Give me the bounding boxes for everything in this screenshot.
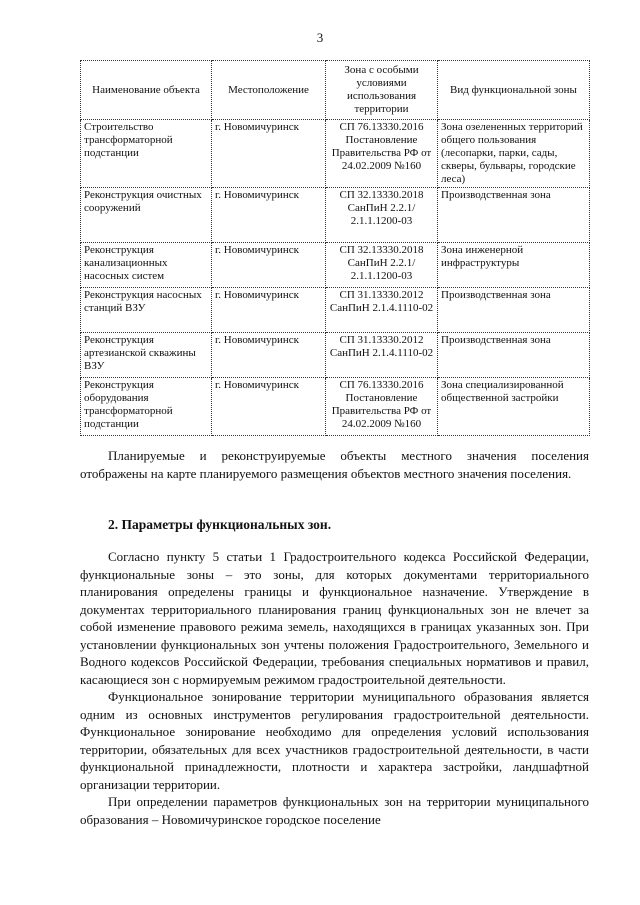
cell-object: Реконструкция канализационных насосных систем bbox=[81, 243, 212, 288]
table-row bbox=[81, 188, 590, 243]
cell-functional-zone: Производственная зона bbox=[438, 188, 590, 243]
paragraph: Функциональное зонирование территории муниципального образования является одним из основных инструментов регулирования градостроительной деятельности. Функциональное зонирование необходимо для определения условий использования территории, обязательных для всех участников градостроительной деятельности, в части функциональной принадлежности, плотности и характера застройки, ландшафтной организации территории. bbox=[80, 689, 589, 792]
cell-location: г. Новомичуринск bbox=[212, 288, 326, 333]
cell-functional-zone: Зона инженерной инфраструктуры bbox=[438, 243, 590, 288]
cell-location: г. Новомичуринск bbox=[212, 120, 326, 188]
cell-functional-zone: Производственная зона bbox=[438, 288, 590, 333]
objects-map-note: Планируемые и реконструируемые объекты местного значения поселения отображены на карте планируемого размещения объектов местного значения поселения. bbox=[80, 448, 589, 481]
cell-special-zone: СП 32.13330.2018 СанПиН 2.2.1/ 2.1.1.1200-03 bbox=[326, 243, 438, 288]
header-location: Местоположение bbox=[212, 61, 326, 120]
paragraph: Согласно пункту 5 статьи 1 Градостроительного кодекса Российской Федерации, функциональные зоны – это зоны, для которых документами территориального планирования определены границы и функциональное назначение. Утверждение в документах территориального планирования границ функциональных зон не влечет за собой изменение правового режима земель, находящихся в границах указанных зон. При установлении функциональных зон учтены положения Градостроительного, Земельного и Водного кодексов Российской Федерации, требования специальных нормативов и правил, касающиеся зон с нормируемым режимом градостроительной деятельности. bbox=[80, 549, 589, 687]
cell-special-zone: СП 32.13330.2018 СанПиН 2.2.1/ 2.1.1.1200-03 bbox=[326, 188, 438, 243]
cell-special-zone: СП 31.13330.2012 СанПиН 2.1.4.1110-02 bbox=[326, 333, 438, 378]
header-object-name: Наименование объекта bbox=[81, 61, 212, 120]
cell-location: г. Новомичуринск bbox=[212, 333, 326, 378]
objects-table bbox=[80, 60, 590, 436]
cell-special-zone: СП 31.13330.2012 СанПиН 2.1.4.1110-02 bbox=[326, 288, 438, 333]
cell-functional-zone: Зона специализированной общественной застройки bbox=[438, 378, 590, 436]
table-row bbox=[81, 288, 590, 333]
page-number: 3 bbox=[316, 30, 324, 45]
cell-special-zone: СП 76.13330.2016 Постановление Правительства РФ от 24.02.2009 №160 bbox=[326, 120, 438, 188]
table-row bbox=[81, 378, 590, 436]
table-row bbox=[81, 333, 590, 378]
header-functional-zone: Вид функциональной зоны bbox=[438, 61, 590, 120]
cell-location: г. Новомичуринск bbox=[212, 188, 326, 243]
cell-special-zone: СП 76.13330.2016 Постановление Правительства РФ от 24.02.2009 №160 bbox=[326, 378, 438, 436]
cell-functional-zone: Зона озелененных территорий общего пользования (лесопарки, парки, сады, скверы, бульвары, городские леса) bbox=[438, 120, 590, 188]
cell-object: Реконструкция насосных станций ВЗУ bbox=[81, 288, 212, 333]
cell-object: Реконструкция артезианской скважины ВЗУ bbox=[81, 333, 212, 378]
section-heading: 2. Параметры функциональных зон. bbox=[108, 517, 332, 532]
table-row bbox=[81, 120, 590, 188]
cell-object: Реконструкция оборудования трансформаторной подстанции bbox=[81, 378, 212, 436]
cell-functional-zone: Производственная зона bbox=[438, 333, 590, 378]
cell-object: Реконструкция очистных сооружений bbox=[81, 188, 212, 243]
cell-location: г. Новомичуринск bbox=[212, 378, 326, 436]
paragraph: При определении параметров функциональных зон на территории муниципального образования – Новомичуринское городское поселение bbox=[80, 794, 589, 827]
cell-object: Строительство трансформаторной подстанции bbox=[81, 120, 212, 188]
header-special-zone: Зона с особыми условиями использования территории bbox=[326, 61, 438, 120]
body-text bbox=[80, 548, 589, 828]
table-header-row bbox=[81, 61, 590, 120]
table-row bbox=[81, 243, 590, 288]
cell-location: г. Новомичуринск bbox=[212, 243, 326, 288]
